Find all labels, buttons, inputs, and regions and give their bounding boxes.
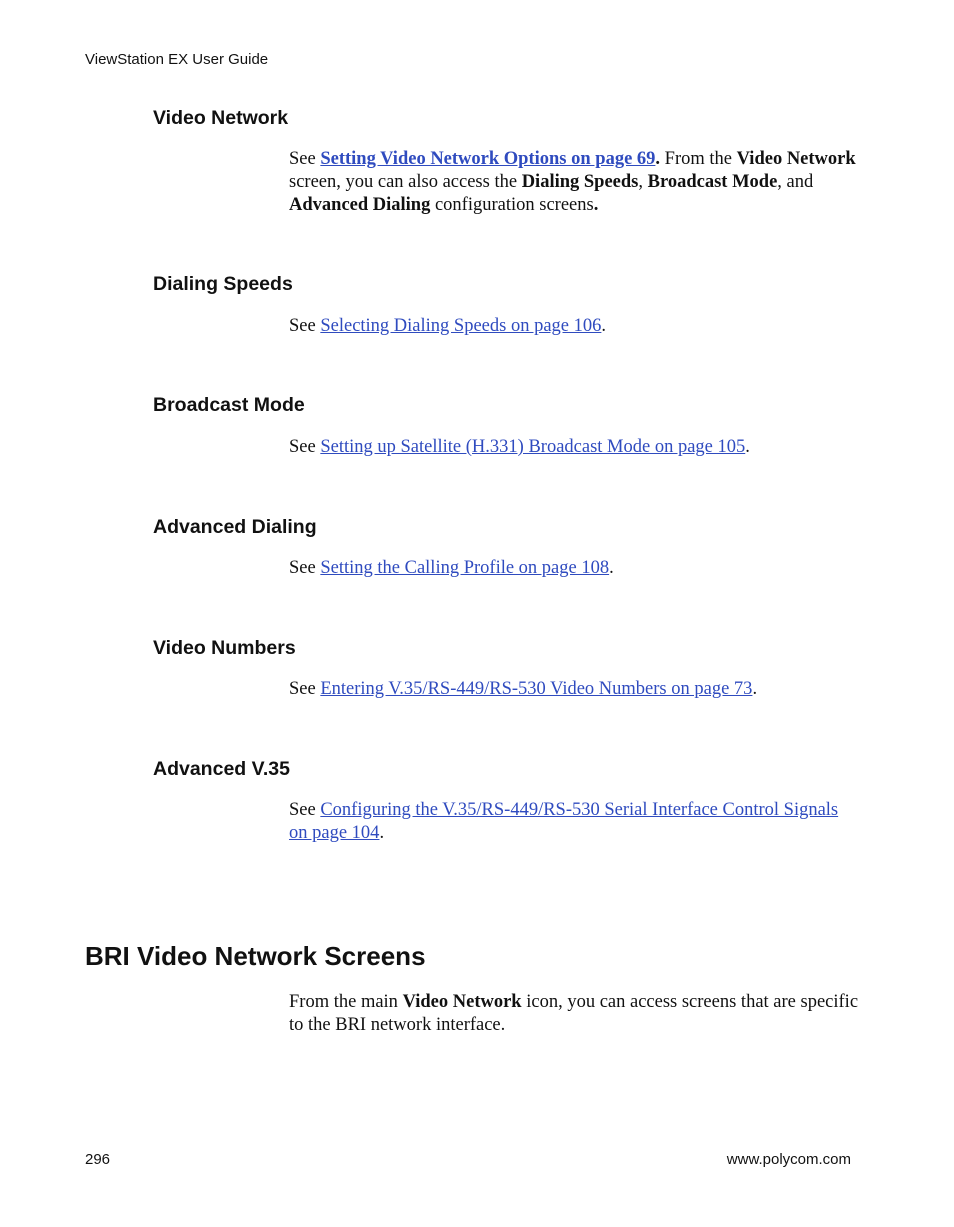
body-text: From the main <box>289 992 403 1012</box>
see-text: See <box>289 437 321 457</box>
period: . <box>601 316 607 336</box>
see-text: See <box>289 149 321 169</box>
link-satellite-broadcast-mode[interactable]: Setting up Satellite (H.331) Broadcast Mode on page 105 <box>320 437 746 457</box>
link-setting-video-network-options[interactable]: Setting Video Network Options on page 69 <box>320 149 656 169</box>
body-text: From the <box>660 149 737 169</box>
body-text: icon, you can access screens that are specific to the BRI network interface. <box>289 992 859 1035</box>
section-heading-dialing-speeds: Dialing Speeds <box>153 273 293 295</box>
term-video-network: Video Network <box>736 149 856 169</box>
section-heading-broadcast-mode: Broadcast Mode <box>153 394 305 416</box>
period: . <box>379 823 385 843</box>
body-text: configuration screens <box>430 195 594 215</box>
link-end-period: . <box>655 149 661 169</box>
footer-website: www.polycom.com <box>726 1151 851 1168</box>
see-text: See <box>289 679 321 699</box>
sentence-end-period: . <box>593 195 599 215</box>
section-paragraph-video-network <box>289 148 859 217</box>
body-text: , <box>638 172 648 192</box>
body-text: , and <box>777 172 814 192</box>
link-calling-profile[interactable]: Setting the Calling Profile on page 108 <box>320 558 610 578</box>
section-paragraph-dialing-speeds <box>289 315 859 338</box>
section-paragraph-video-numbers <box>289 678 859 701</box>
link-selecting-dialing-speeds[interactable]: Selecting Dialing Speeds on page 106 <box>320 316 602 336</box>
section-heading-video-numbers: Video Numbers <box>153 637 296 659</box>
link-entering-video-numbers[interactable]: Entering V.35/RS-449/RS-530 Video Numbers on page 73 <box>320 679 753 699</box>
major-heading-bri-video-network-screens: BRI Video Network Screens <box>85 941 426 971</box>
term-dialing-speeds: Dialing Speeds <box>521 172 639 192</box>
term-broadcast-mode: Broadcast Mode <box>647 172 778 192</box>
see-text: See <box>289 316 321 336</box>
body-text: screen, you can also access the <box>289 172 522 192</box>
section-paragraph-broadcast-mode <box>289 436 859 459</box>
period: . <box>752 679 758 699</box>
section-heading-video-network: Video Network <box>153 107 289 129</box>
section-heading-advanced-v35: Advanced V.35 <box>153 758 290 780</box>
period: . <box>745 437 750 457</box>
period: . <box>609 558 614 578</box>
term-advanced-dialing: Advanced Dialing <box>289 195 431 215</box>
link-serial-interface-control-signals[interactable]: Configuring the V.35/RS-449/RS-530 Serial Interface Control Signals on page 104 <box>289 800 839 843</box>
bri-intro-paragraph <box>289 991 859 1037</box>
page-number: 296 <box>85 1151 111 1168</box>
running-header: ViewStation EX User Guide <box>85 51 269 68</box>
section-heading-advanced-dialing: Advanced Dialing <box>153 516 317 538</box>
term-video-network: Video Network <box>402 992 522 1012</box>
section-paragraph-advanced-dialing <box>289 557 859 580</box>
section-paragraph-advanced-v35 <box>289 799 849 845</box>
see-text: See <box>289 800 321 820</box>
see-text: See <box>289 558 321 578</box>
